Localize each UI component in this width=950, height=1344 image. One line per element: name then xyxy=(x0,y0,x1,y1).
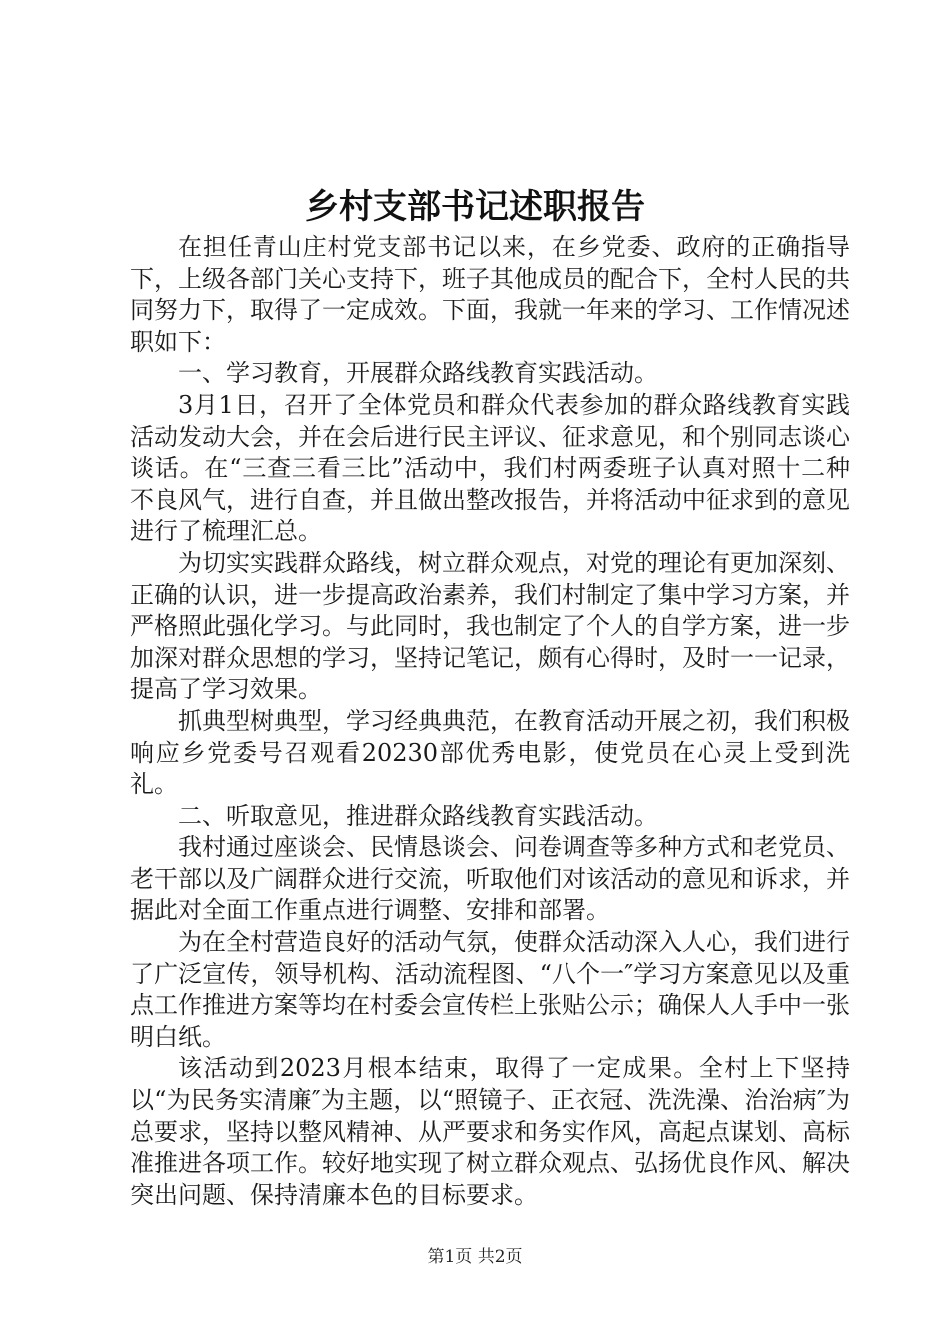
document-title: 乡村支部书记述职报告 xyxy=(305,187,645,227)
paragraph: 抓典型树典型，学习经典典范，在教育活动开展之初，我们积极响应乡党委号召观看20230部优秀电影，使党员在心灵上受到洗礼。 xyxy=(130,706,850,799)
document-body xyxy=(130,232,850,1211)
paragraph: 我村通过座谈会、民情恳谈会、问卷调查等多种方式和老党员、老干部以及广阔群众进行交流，听取他们对该活动的意见和诉求，并据此对全面工作重点进行调整、安排和部署。 xyxy=(130,833,850,925)
section-heading-2: 二、听取意见，推进群众路线教育实践活动。 xyxy=(178,801,658,830)
page-number-footer: 第1页 共2页 xyxy=(427,1247,523,1267)
paragraph: 3月1日，召开了全体党员和群众代表参加的群众路线教育实践活动发动大会，并在会后进行民主评议、征求意见，和个别同志谈心谈话。在“三查三看三比”活动中，我们村两委班子认真对照十二种不良风气，进行自查，并且做出整改报告，并将活动中征求到的意见进行了梳理汇总。 xyxy=(130,390,850,546)
paragraph: 为切实实践群众路线，树立群众观点，对党的理论有更加深刻、正确的认识，进一步提高政治素养，我们村制定了集中学习方案，并严格照此强化学习。与此同时，我也制定了个人的自学方案，进一步加深对群众思想的学习，坚持记笔记，颇有心得时，及时一一记录，提高了学习效果。 xyxy=(130,548,850,704)
paragraph-intro: 在担任青山庄村党支部书记以来，在乡党委、政府的正确指导下，上级各部门关心支持下，班子其他成员的配合下，全村人民的共同努力下，取得了一定成效。下面，我就一年来的学习、工作情况述职如下： xyxy=(130,233,850,356)
section-heading-1: 一、学习教育，开展群众路线教育实践活动。 xyxy=(178,359,658,388)
paragraph: 为在全村营造良好的活动气氛，使群众活动深入人心，我们进行了广泛宣传，领导机构、活动流程图、“八个一″学习方案意见以及重点工作推进方案等均在村委会宣传栏上张贴公示；确保人人手中一张明白纸。 xyxy=(130,928,850,1051)
paragraph: 该活动到2023月根本结束，取得了一定成果。全村上下坚持以“为民务实清廉″为主题，以“照镜子、正衣冠、洗洗澡、治治病″为总要求，坚持以整风精神、从严要求和务实作风，高起点谋划、高标准推进各项工作。较好地实现了树立群众观点、弘扬优良作风、解决突出问题、保持清廉本色的目标要求。 xyxy=(130,1054,850,1209)
